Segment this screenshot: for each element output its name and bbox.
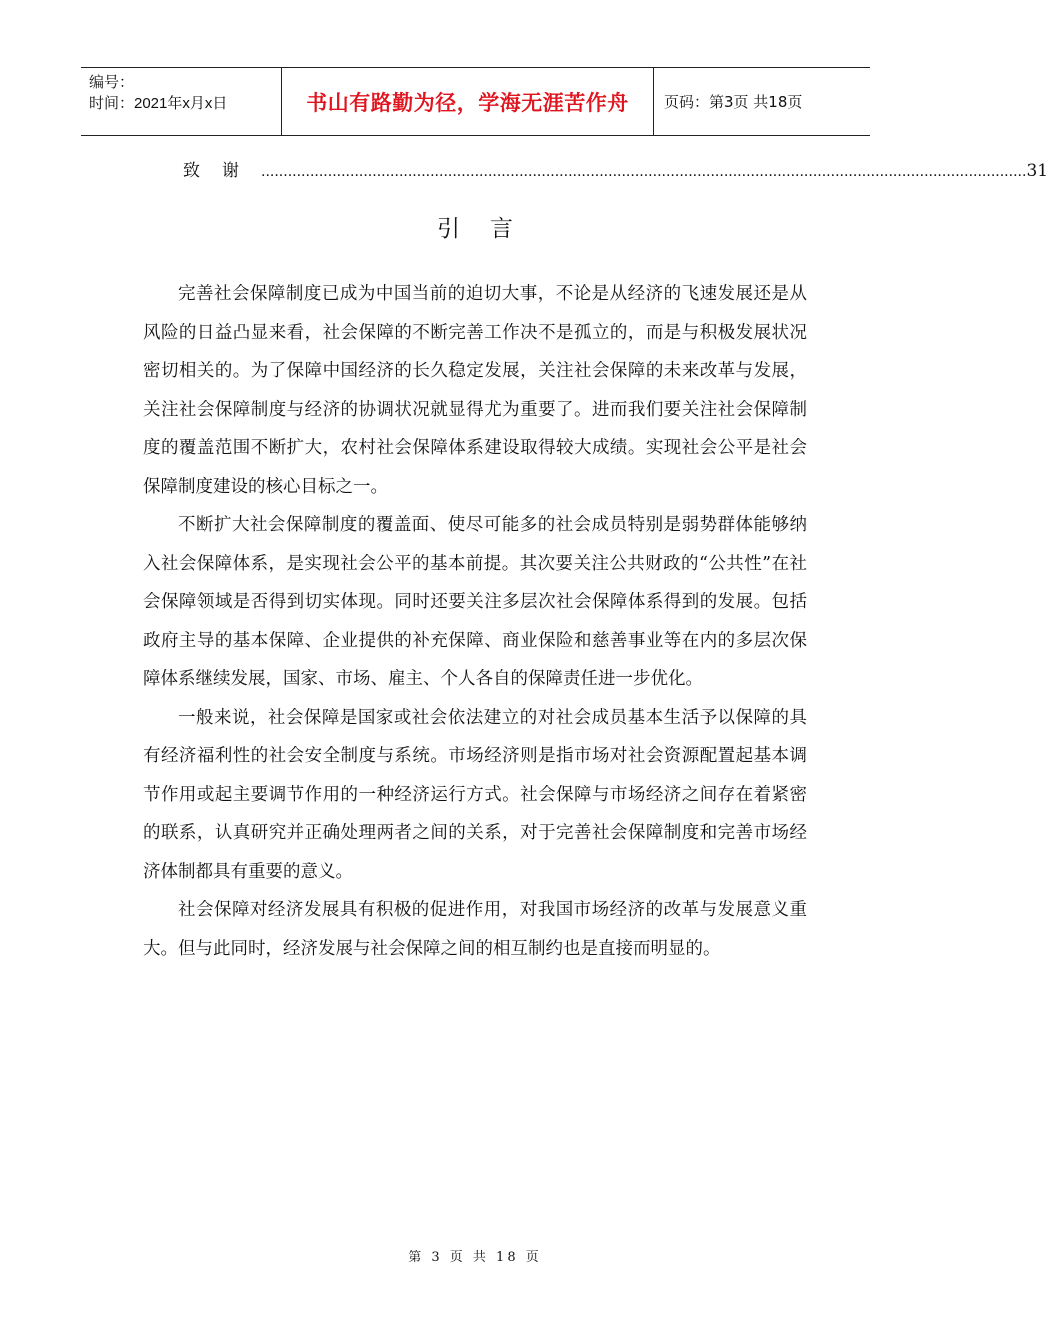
number-label: 编号： <box>89 74 135 91</box>
toc-entry-label: 致谢 <box>183 161 261 181</box>
paragraph: 一般来说，社会保障是国家或社会依法建立的对社会成员基本生活予以保障的具有经济福利性的社会安全制度与系统。市场经济则是指市场对社会资源配置起基本调节作用或起主要调节作用的一种经济运行方式。社会保障与市场经济之间存在着紧密的联系，认真研究并正确处理两者之间的关系，对于完善社会保障制度和完善市场经济体制都具有重要的意义。 <box>143 707 807 882</box>
paragraph: 社会保障对经济发展具有积极的促进作用，对我国市场经济的改革与发展意义重大。但与此同时，经济发展与社会保障之间的相互制约也是直接而明显的。 <box>143 900 807 959</box>
toc-leader-dots: ............................................................................................................................................................................ <box>261 164 1027 180</box>
page-footer: 第 3 页 共 18 页 <box>408 1250 542 1265</box>
toc-page-number: 31 <box>1026 161 1048 181</box>
header-motto-cell <box>281 68 654 135</box>
motto-text: 书山有路勤为径，学海无涯苦作舟 <box>306 90 629 115</box>
date-label: 时间：2021年x月x日 <box>89 95 228 112</box>
header-page-info <box>654 68 870 135</box>
body-text <box>143 275 807 968</box>
toc-entry-acknowledgements[interactable] <box>183 158 1048 184</box>
document-header <box>81 67 870 136</box>
paragraph: 完善社会保障制度已成为中国当前的迫切大事，不论是从经济的飞速发展还是从风险的日益凸显来看，社会保障的不断完善工作决不是孤立的，而是与积极发展状况密切相关的。为了保障中国经济的长久稳定发展，关注社会保障的未来改革与发展，关注社会保障制度与经济的协调状况就显得尤为重要了。进而我们要关注社会保障制度的覆盖范围不断扩大，农村社会保障体系建设取得较大成绩。实现社会公平是社会保障制度建设的核心目标之一。 <box>143 284 807 497</box>
paragraph: 不断扩大社会保障制度的覆盖面、使尽可能多的社会成员特别是弱势群体能够纳入社会保障体系，是实现社会公平的基本前提。其次要关注公共财政的“公共性”在社会保障领域是否得到切实体现。同时还要关注多层次社会保障体系得到的发展。包括政府主导的基本保障、企业提供的补充保障、商业保险和慈善事业等在内的多层次保障体系继续发展，国家、市场、雇主、个人各自的保障责任进一步优化。 <box>143 515 807 689</box>
header-meta <box>81 68 281 135</box>
section-title: 引言 <box>437 216 543 242</box>
page-info-text: 页码：第3页 共18页 <box>664 93 803 111</box>
